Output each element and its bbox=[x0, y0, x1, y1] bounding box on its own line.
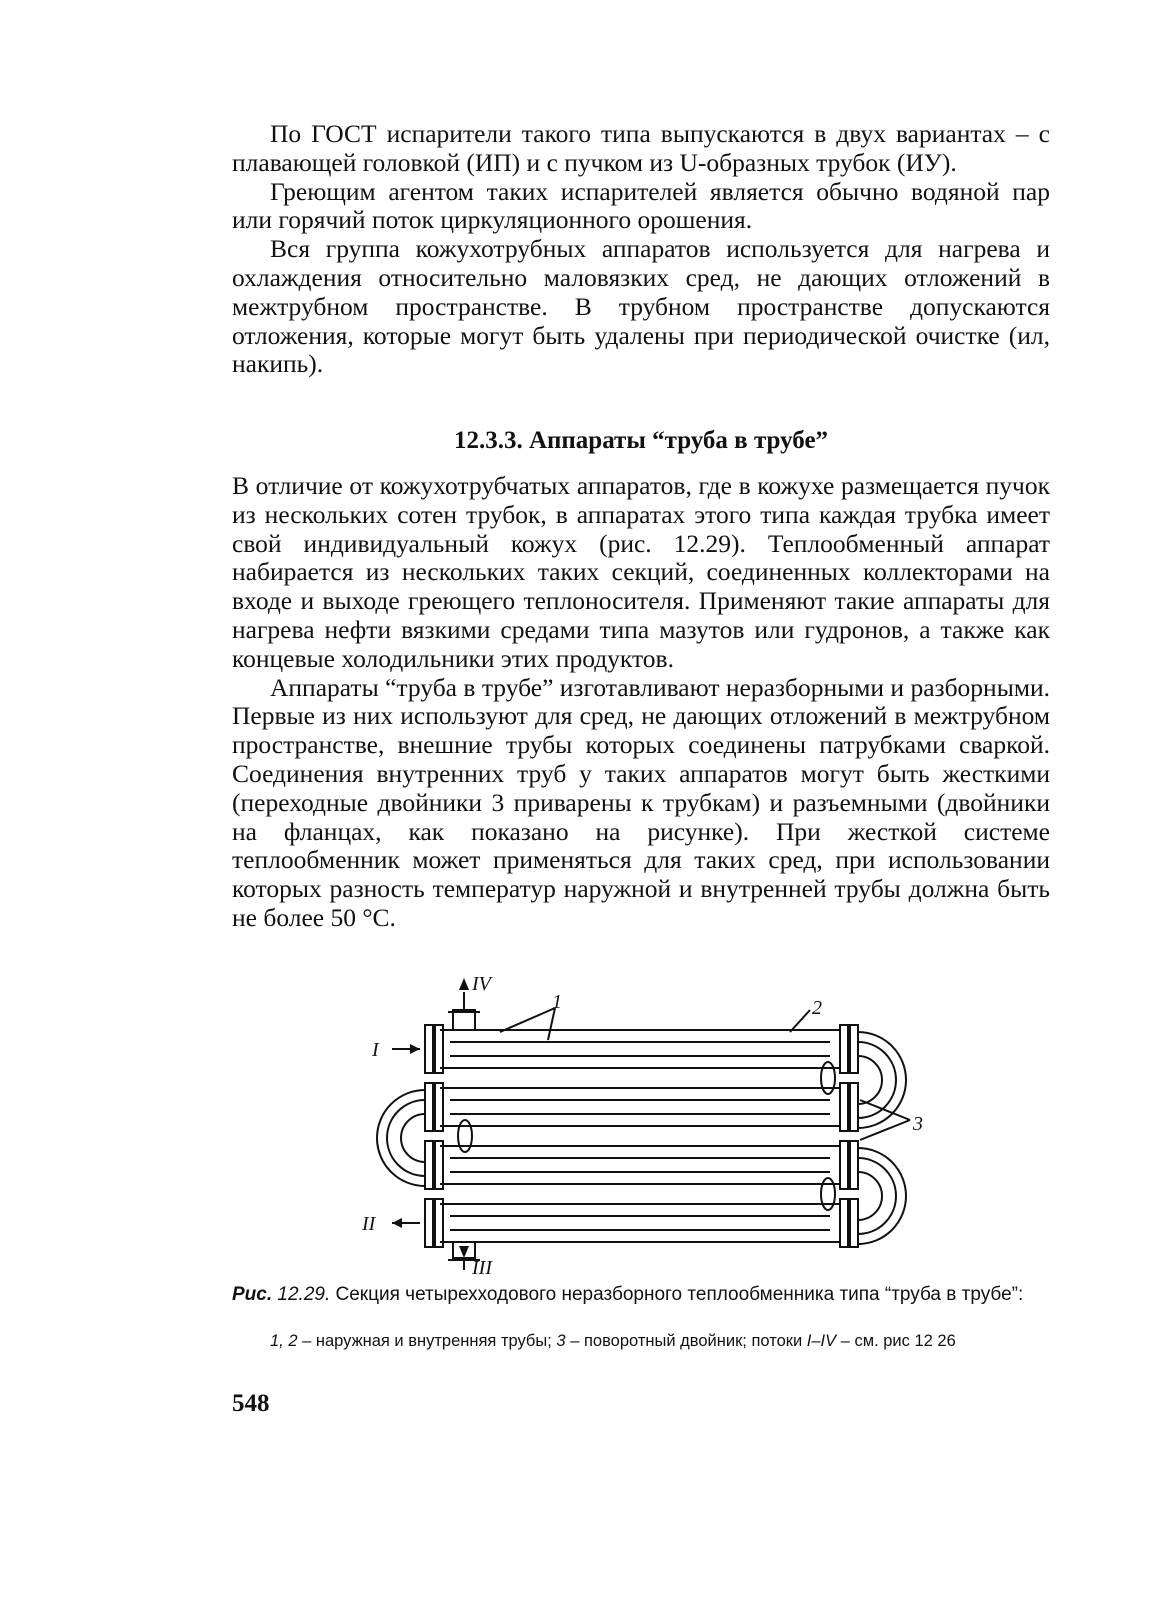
part-label-2: 2 bbox=[812, 997, 822, 1019]
legend-text-3: – поворотный двойник; потоки bbox=[565, 1332, 807, 1350]
paragraph: Аппараты “труба в трубе” изготавливают неразборными и разборными. Первые из них используют для сред, не дающих отложений в межтрубном пространстве, внешние трубы которых соединены патрубками сваркой. Соединения внутренних труб у таких аппаратов могут быть жесткими (переходные двойники 3 приварены к трубкам) и разъемными (двойники на фланцах, как показано на рисунке). При жесткой системе теплообменник может применяться для таких сред, при использовании которых разность температур наружной и внутренней трубы должна быть не более 50 °С. bbox=[232, 672, 1050, 932]
legend-item-3: 3 bbox=[556, 1332, 566, 1350]
caption-number: 12.29. bbox=[277, 1284, 331, 1305]
heat-exchanger-drawing bbox=[350, 970, 940, 1275]
caption-label: Рис. bbox=[232, 1284, 273, 1305]
text-block-section bbox=[232, 472, 1050, 933]
legend-text-end: – см. рис 12 26 bbox=[836, 1332, 956, 1350]
figure-legend bbox=[232, 1330, 1050, 1352]
stream-label-I: I bbox=[372, 1039, 379, 1061]
figure-caption bbox=[232, 1283, 1050, 1307]
pipe-row-4 bbox=[425, 1199, 858, 1247]
text-block-top bbox=[232, 120, 1050, 379]
pipe-row-2 bbox=[425, 1083, 858, 1131]
paragraph: В отличие от кожухотрубчатых аппаратов, где в кожухе размещается пучок из нескольких сотен трубок, в аппаратах этого типа каждая трубка имеет свой индивидуальный кожух (рис. 12.29). Теплообменный аппарат набирается из нескольких таких секций, соединенных коллекторами на входе и выходе греющего теплоносителя. Применяют такие аппараты для нагрева нефти вязкими средами типа мазутов или гудронов, а также как концевые холодильники этих продуктов. bbox=[232, 471, 1050, 673]
heat-exchanger-figure bbox=[350, 970, 940, 1275]
legend-streams: I–IV bbox=[806, 1332, 837, 1350]
paragraph: По ГОСТ испарители такого типа выпускаются в двух вариантах – с плавающей головкой (ИП) и с пучком из U-образных трубок (ИУ). bbox=[232, 119, 1050, 177]
pipe-row-3 bbox=[425, 1141, 858, 1189]
part-label-3: 3 bbox=[913, 1113, 923, 1135]
pipe-row-1 bbox=[425, 1025, 858, 1073]
section-heading: 12.3.3. Аппараты “труба в трубе” bbox=[453, 427, 829, 454]
caption-text: Секция четырехходового неразборного теплообменника типа “труба в трубе”: bbox=[335, 1284, 1024, 1305]
legend-text-12: – наружная и внутренняя трубы; bbox=[297, 1332, 557, 1350]
page-number: 548 bbox=[232, 1390, 270, 1417]
part-label-1: 1 bbox=[552, 991, 562, 1013]
legend-items-12: 1, 2 bbox=[270, 1332, 298, 1350]
paragraph: Греющим агентом таких испарителей является обычно водяной пар или горячий поток циркуляционного орошения. bbox=[232, 176, 1050, 235]
stream-label-II: II bbox=[362, 1213, 376, 1235]
stream-label-IV: IV bbox=[472, 973, 491, 995]
paragraph: Вся группа кожухотрубных аппаратов используется для нагрева и охлаждения относительно маловязких сред, не дающих отложений в межтрубном пространстве. В трубном пространстве допускаются отложения, которые могут быть удалены при периодической очистке (ил, накипь). bbox=[232, 234, 1050, 379]
stream-label-III: III bbox=[472, 1257, 492, 1275]
